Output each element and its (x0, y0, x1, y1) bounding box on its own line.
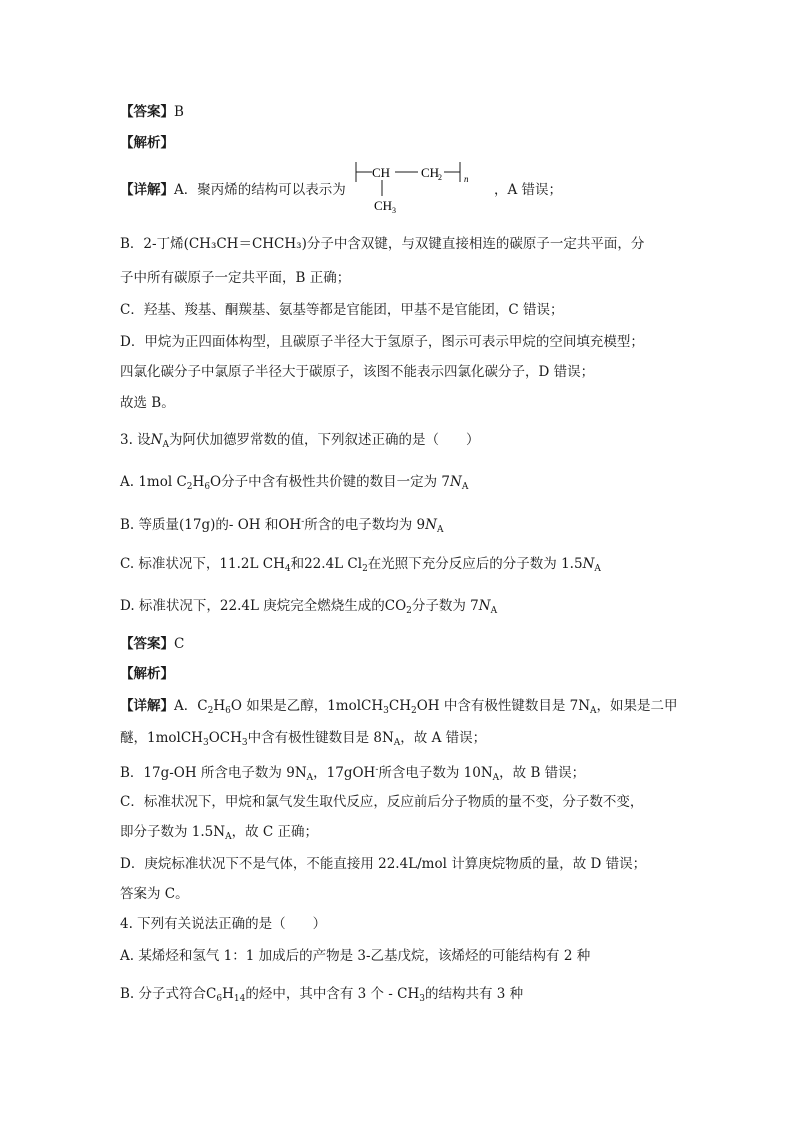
answer-line (120, 102, 184, 122)
polypropylene-structure (352, 152, 502, 220)
q3-detail-c-line1: C．标准状况下，甲烷和氯气发生取代反应，反应前后分子物质的量不变，分子数不变， (120, 794, 644, 810)
q3-option-c: C. 标准状况下，11.2L $CH_4$和22.4L $Cl_2$在光照下充分反应后的分子数为 $1.5N_A$ (120, 556, 601, 574)
ch2-group: CH (421, 165, 440, 180)
ch3-subscript: 3 (392, 206, 396, 215)
detail-a-text: A．聚丙烯的结构可以表示为 (174, 182, 346, 198)
answer-value: B (174, 104, 184, 120)
q3-detail-a-line1: 【详解】A．$C_2H_6O$ 如果是乙醇，$1molCH_3CH_2OH$ 中含有极性键数目是 $7N_A$，如果是二甲 (120, 698, 678, 716)
q3-option-b: B. 等质量(17g)的- OH 和OH-所含的电子数均为 $9N_A$ (120, 517, 444, 535)
q3-detail-c-line2: 即分子数为 $1.5N_A$，故 C 正确； (120, 824, 318, 842)
q3-stem: 3. 设$N_A$为阿伏加德罗常数的值，下列叙述正确的是（ ） (120, 432, 480, 450)
ch3-group: CH (374, 198, 393, 213)
q4-option-b: B. 分子式符合$C_6H_{14}$的烃中，其中含有 3 个 - $CH_3$的结构共有 3 种 (120, 986, 524, 1004)
detail-a-line (120, 180, 346, 200)
repeat-n: n (464, 174, 469, 184)
detail-a-result: ，A 错误； (494, 182, 563, 198)
q3-analysis-label: 【解析】 (120, 666, 174, 682)
analysis-label: 【解析】 (120, 135, 174, 151)
ch2-subscript: 2 (438, 173, 442, 182)
detail-d-line2: 四氯化碳分子中氯原子半径大于碳原子，该图不能表示四氯化碳分子，D 错误； (120, 364, 595, 380)
q3-conclusion: 答案为 C。 (120, 886, 189, 902)
q3-detail-b: B．17g-OH 所含电子数为 $9N_A$，17gOH-所含电子数为 $10N_A$，故 B 错误； (120, 765, 586, 783)
detail-d-line1: D．甲烷为正四面体构型，且碳原子半径大于氢原子，图示可表示甲烷的空间填充模型； (120, 334, 644, 350)
q3-detail-a-line2: 醚，$1molCH_3OCH_3$中含有极性键数目是 $8N_A$，故 A 错误； (120, 730, 487, 748)
q4-stem: 4. 下列有关说法正确的是（ ） (120, 916, 327, 932)
q3-option-a: A. 1mol $C_2H_6O$分子中含有极性共价键的数目一定为 $7N_A$ (120, 474, 469, 492)
answer-label: 【答案】 (120, 104, 174, 120)
conclusion: 故选 B。 (120, 395, 175, 411)
q3-detail-d: D．庚烷标准状况下不是气体，不能直接用 22.4L/mol 计算庚烷物质的量，故 D 错误； (120, 856, 647, 872)
q3-answer-line: 【答案】C (120, 636, 185, 652)
q4-option-a: A. 某烯烃和氢气 1：1 加成后的产物是 3-乙基戊烷，该烯烃的可能结构有 2 种 (120, 948, 591, 964)
detail-b-line2: 子中所有碳原子一定共平面，B 正确； (120, 270, 351, 286)
detail-b-line1: B．2-丁烯(CH₃CH＝CHCH₃)分子中含双键，与双键直接相连的碳原子一定共平面，分 (120, 236, 645, 252)
detail-c-line: C．羟基、羧基、酮羰基、氨基等都是官能团，甲基不是官能团，C 错误； (120, 302, 564, 318)
q3-option-d: D. 标准状况下，22.4L 庚烷完全燃烧生成的$CO_2$分子数为 $7N_A$ (120, 598, 498, 616)
ch-group: CH (372, 165, 391, 180)
butene-formula: CH₃CH＝CHCH₃ (188, 236, 302, 252)
detail-label: 【详解】 (120, 182, 174, 198)
